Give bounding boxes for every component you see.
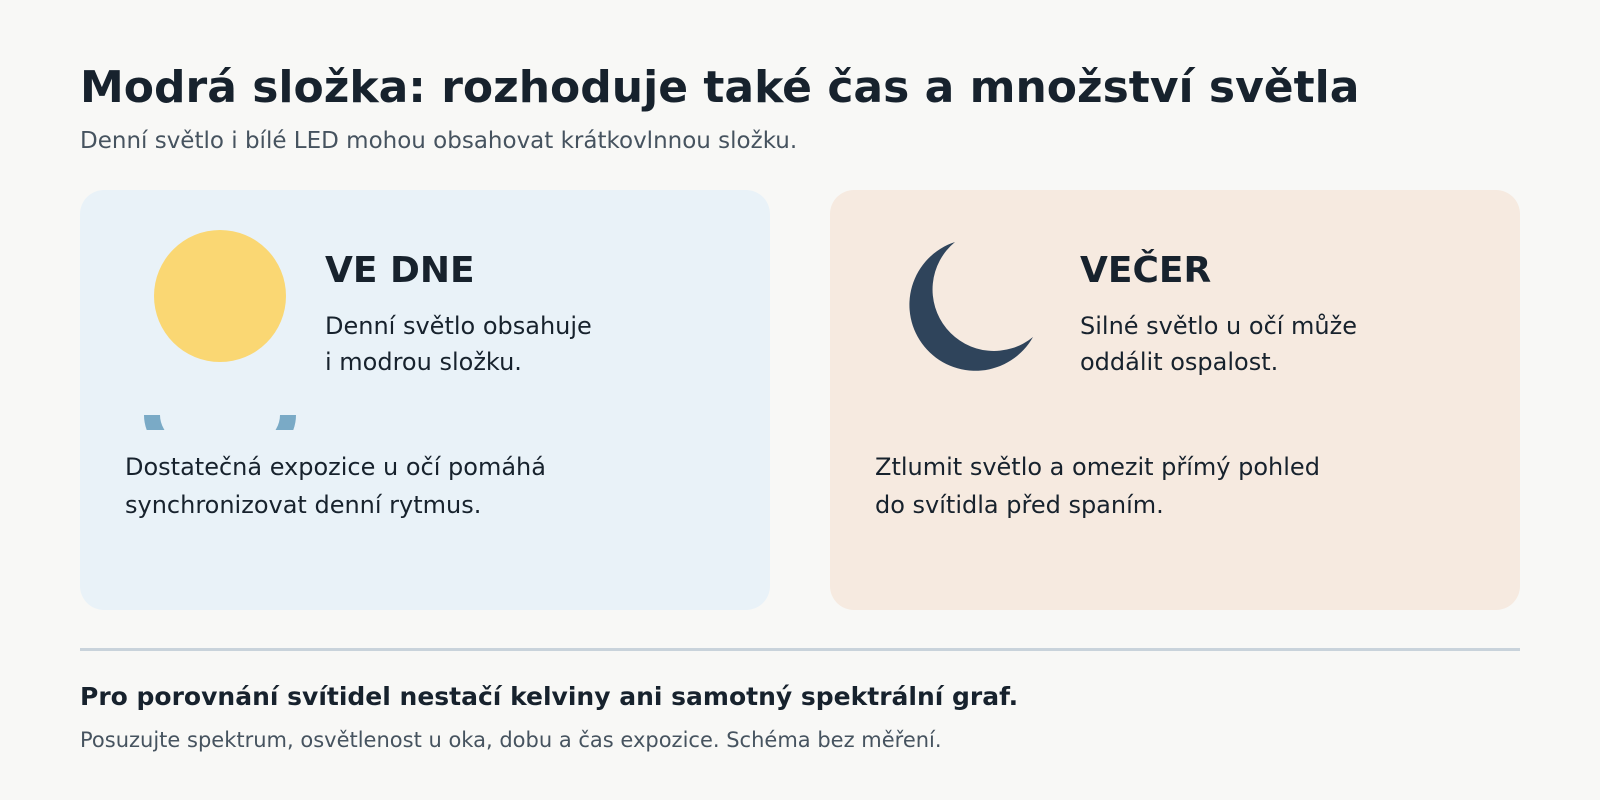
- sun-disc: [154, 230, 286, 362]
- footer-statement: Pro porovnání svítidel nestačí kelviny ani samotný spektrální graf.: [80, 682, 1019, 711]
- day-short-line: i modrou složku.: [325, 348, 522, 376]
- night-card: [830, 190, 1520, 610]
- moon-icon: [900, 230, 1050, 380]
- night-heading: VEČER: [1080, 250, 1212, 291]
- footer-note: Posuzujte spektrum, osvětlenost u oka, dobu a čas expozice. Schéma bez měření.: [80, 728, 942, 752]
- horizon-arc: [152, 415, 288, 430]
- night-short-line: Silné světlo u očí může: [1080, 312, 1358, 340]
- day-heading: VE DNE: [325, 250, 475, 291]
- page-title: Modrá složka: rozhoduje také čas a množství světla: [80, 62, 1360, 113]
- day-long-text: [125, 448, 546, 524]
- night-short-text: [1080, 308, 1357, 380]
- day-long-line: synchronizovat denní rytmus.: [125, 491, 482, 519]
- page-subtitle: Denní světlo i bílé LED mohou obsahovat krátkovlnnou složku.: [80, 128, 798, 154]
- night-short-line: oddálit ospalost.: [1080, 348, 1279, 376]
- sun-icon: [135, 230, 305, 430]
- day-long-line: Dostatečná expozice u očí pomáhá: [125, 453, 546, 481]
- night-long-line: Ztlumit světlo a omezit přímý pohled: [875, 453, 1320, 481]
- night-long-text: [875, 448, 1320, 524]
- moon-crescent: [909, 242, 1033, 371]
- day-short-line: Denní světlo obsahuje: [325, 312, 592, 340]
- day-card: [80, 190, 770, 610]
- day-short-text: [325, 308, 592, 380]
- footer-divider: [80, 648, 1520, 651]
- night-long-line: do svítidla před spaním.: [875, 491, 1164, 519]
